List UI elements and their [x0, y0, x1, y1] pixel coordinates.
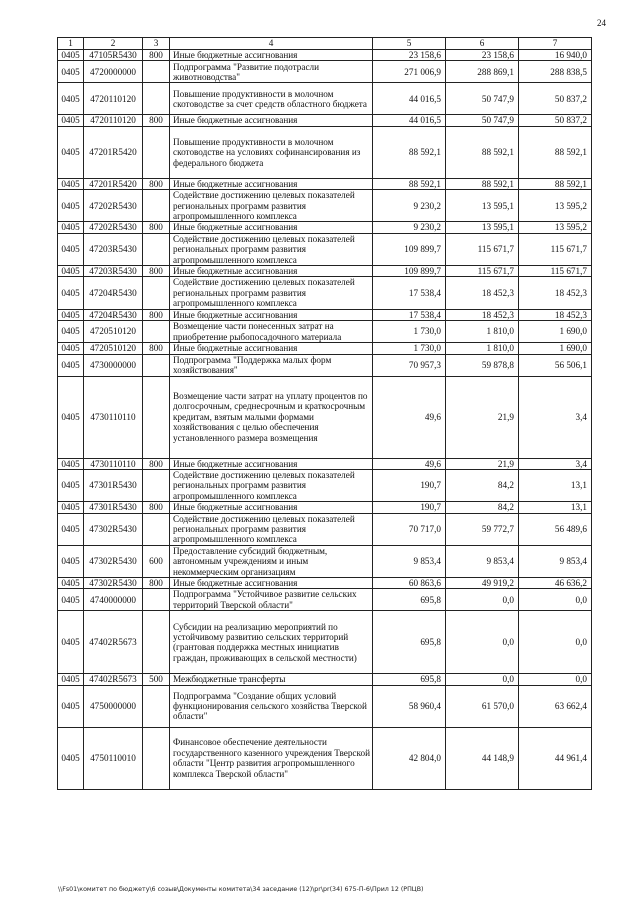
section-code-cell: 0405 [58, 376, 84, 458]
column-header: 2 [84, 38, 143, 50]
item-name-cell: Повышение продуктивности в молочном скотоводстве на условиях софинансирования из федерального бюджета [170, 126, 373, 178]
amount-col5-cell: 109 899,7 [373, 266, 446, 277]
amount-col5-cell: 17 538,4 [373, 309, 446, 320]
amount-col6-cell: 61 570,0 [446, 685, 519, 727]
item-name-cell: Иные бюджетные ассигнования [170, 178, 373, 189]
section-code-cell: 0405 [58, 321, 84, 343]
section-code-cell: 0405 [58, 727, 84, 789]
target-article-cell: 47204R5430 [84, 309, 143, 320]
item-name-cell: Содействие достижению целевых показателей региональных программ развития агропромышленного комплекса [170, 233, 373, 265]
target-article-cell: 47204R5430 [84, 277, 143, 309]
amount-col5-cell: 49,6 [373, 376, 446, 458]
target-article-cell: 47301R5430 [84, 502, 143, 513]
table-row [58, 266, 592, 277]
table-row [58, 354, 592, 376]
section-code-cell: 0405 [58, 61, 84, 83]
amount-col7-cell: 9 853,4 [519, 545, 592, 577]
amount-col7-cell: 16 940,0 [519, 50, 592, 61]
column-header: 1 [58, 38, 84, 50]
amount-col5-cell: 44 016,5 [373, 83, 446, 115]
amount-col6-cell: 288 869,1 [446, 61, 519, 83]
item-name-cell: Иные бюджетные ассигнования [170, 502, 373, 513]
amount-col6-cell: 88 592,1 [446, 178, 519, 189]
item-name-cell: Содействие достижению целевых показателей региональных программ развития агропромышленного комплекса [170, 469, 373, 501]
expense-type-cell: 800 [143, 178, 170, 189]
amount-col6-cell: 1 810,0 [446, 321, 519, 343]
target-article-cell: 47302R5430 [84, 513, 143, 545]
amount-col7-cell: 115 671,7 [519, 233, 592, 265]
amount-col7-cell: 13 595,2 [519, 190, 592, 222]
expense-type-cell: 800 [143, 343, 170, 354]
table-row [58, 178, 592, 189]
section-code-cell: 0405 [58, 277, 84, 309]
table-row [58, 233, 592, 265]
expense-type-cell [143, 126, 170, 178]
amount-col7-cell: 13 595,2 [519, 222, 592, 233]
section-code-cell: 0405 [58, 513, 84, 545]
section-code-cell: 0405 [58, 178, 84, 189]
item-name-cell: Подпрограмма "Создание общих условий функционирования сельского хозяйства Тверской области" [170, 685, 373, 727]
amount-col5-cell: 271 006,9 [373, 61, 446, 83]
section-code-cell: 0405 [58, 674, 84, 685]
amount-col5-cell: 49,6 [373, 458, 446, 469]
section-code-cell: 0405 [58, 233, 84, 265]
expense-type-cell [143, 321, 170, 343]
table-row [58, 321, 592, 343]
table-row [58, 611, 592, 674]
section-code-cell: 0405 [58, 115, 84, 126]
amount-col7-cell: 88 592,1 [519, 178, 592, 189]
section-code-cell: 0405 [58, 222, 84, 233]
target-article-cell: 47302R5430 [84, 545, 143, 577]
item-name-cell: Иные бюджетные ассигнования [170, 343, 373, 354]
amount-col5-cell: 17 538,4 [373, 277, 446, 309]
table-row [58, 277, 592, 309]
amount-col6-cell: 18 452,3 [446, 309, 519, 320]
table-header-row [58, 38, 592, 50]
table-row [58, 309, 592, 320]
section-code-cell: 0405 [58, 545, 84, 577]
expense-type-cell: 800 [143, 458, 170, 469]
amount-col6-cell: 59 878,8 [446, 354, 519, 376]
section-code-cell: 0405 [58, 126, 84, 178]
amount-col6-cell: 18 452,3 [446, 277, 519, 309]
item-name-cell: Повышение продуктивности в молочном скотоводстве за счет средств областного бюджета [170, 83, 373, 115]
amount-col6-cell: 13 595,1 [446, 222, 519, 233]
table-row [58, 577, 592, 588]
expense-type-cell: 800 [143, 50, 170, 61]
amount-col7-cell: 18 452,3 [519, 309, 592, 320]
amount-col7-cell: 1 690,0 [519, 321, 592, 343]
amount-col7-cell: 50 837,2 [519, 83, 592, 115]
table-row [58, 458, 592, 469]
item-name-cell: Иные бюджетные ассигнования [170, 309, 373, 320]
table-row [58, 222, 592, 233]
amount-col7-cell: 1 690,0 [519, 343, 592, 354]
amount-col5-cell: 695,8 [373, 589, 446, 611]
column-header: 5 [373, 38, 446, 50]
item-name-cell: Возмещение части понесенных затрат на приобретение рыбопосадочного материала [170, 321, 373, 343]
amount-col5-cell: 695,8 [373, 674, 446, 685]
amount-col7-cell: 50 837,2 [519, 115, 592, 126]
target-article-cell: 4720510120 [84, 321, 143, 343]
amount-col5-cell: 9 230,2 [373, 222, 446, 233]
amount-col5-cell: 70 957,3 [373, 354, 446, 376]
amount-col5-cell: 190,7 [373, 469, 446, 501]
target-article-cell: 47402R5673 [84, 674, 143, 685]
amount-col7-cell: 0,0 [519, 611, 592, 674]
target-article-cell: 47201R5420 [84, 126, 143, 178]
table-row [58, 126, 592, 178]
section-code-cell: 0405 [58, 83, 84, 115]
item-name-cell: Субсидии на реализацию мероприятий по устойчивому развитию сельских территорий (грантовая поддержка местных инициатив граждан, проживающих в сельской местности) [170, 611, 373, 674]
item-name-cell: Иные бюджетные ассигнования [170, 266, 373, 277]
amount-col7-cell: 13,1 [519, 502, 592, 513]
amount-col6-cell: 115 671,7 [446, 266, 519, 277]
section-code-cell: 0405 [58, 50, 84, 61]
target-article-cell: 47203R5430 [84, 266, 143, 277]
expense-type-cell [143, 277, 170, 309]
amount-col5-cell: 88 592,1 [373, 178, 446, 189]
amount-col7-cell: 44 961,4 [519, 727, 592, 789]
amount-col7-cell: 56 506,1 [519, 354, 592, 376]
table-row [58, 502, 592, 513]
table-row [58, 727, 592, 789]
table-row [58, 50, 592, 61]
item-name-cell: Межбюджетные трансферты [170, 674, 373, 685]
amount-col6-cell: 23 158,6 [446, 50, 519, 61]
column-header: 3 [143, 38, 170, 50]
target-article-cell: 47202R5430 [84, 190, 143, 222]
table-row [58, 190, 592, 222]
table-row [58, 469, 592, 501]
section-code-cell: 0405 [58, 611, 84, 674]
item-name-cell: Подпрограмма "Развитие подотрасли животноводства" [170, 61, 373, 83]
expense-type-cell [143, 589, 170, 611]
expense-type-cell [143, 83, 170, 115]
item-name-cell: Подпрограмма "Устойчивое развитие сельских территорий Тверской области" [170, 589, 373, 611]
target-article-cell: 47202R5430 [84, 222, 143, 233]
expense-type-cell [143, 469, 170, 501]
amount-col6-cell: 0,0 [446, 589, 519, 611]
item-name-cell: Финансовое обеспечение деятельности государственного казенного учреждения Тверской области "Центр развития агропромышленного комплекса Тверской области" [170, 727, 373, 789]
item-name-cell: Содействие достижению целевых показателей региональных программ развития агропромышленного комплекса [170, 190, 373, 222]
amount-col6-cell: 88 592,1 [446, 126, 519, 178]
target-article-cell: 47201R5420 [84, 178, 143, 189]
section-code-cell: 0405 [58, 343, 84, 354]
expense-type-cell: 800 [143, 222, 170, 233]
amount-col6-cell: 9 853,4 [446, 545, 519, 577]
expense-type-cell [143, 513, 170, 545]
amount-col5-cell: 60 863,6 [373, 577, 446, 588]
amount-col7-cell: 88 592,1 [519, 126, 592, 178]
table-row [58, 545, 592, 577]
amount-col5-cell: 1 730,0 [373, 343, 446, 354]
table-row [58, 513, 592, 545]
section-code-cell: 0405 [58, 354, 84, 376]
section-code-cell: 0405 [58, 266, 84, 277]
target-article-cell: 47203R5430 [84, 233, 143, 265]
amount-col7-cell: 63 662,4 [519, 685, 592, 727]
item-name-cell: Предоставление субсидий бюджетным, автономным учреждениям и иным некоммерческим организациям [170, 545, 373, 577]
expense-type-cell: 800 [143, 502, 170, 513]
item-name-cell: Иные бюджетные ассигнования [170, 222, 373, 233]
column-header: 4 [170, 38, 373, 50]
target-article-cell: 4720000000 [84, 61, 143, 83]
table-row [58, 61, 592, 83]
section-code-cell: 0405 [58, 685, 84, 727]
amount-col5-cell: 190,7 [373, 502, 446, 513]
item-name-cell: Иные бюджетные ассигнования [170, 115, 373, 126]
expense-type-cell [143, 190, 170, 222]
amount-col6-cell: 50 747,9 [446, 83, 519, 115]
table-row [58, 115, 592, 126]
table-row [58, 376, 592, 458]
section-code-cell: 0405 [58, 469, 84, 501]
amount-col5-cell: 9 853,4 [373, 545, 446, 577]
target-article-cell: 47402R5673 [84, 611, 143, 674]
target-article-cell: 4740000000 [84, 589, 143, 611]
expense-type-cell [143, 233, 170, 265]
target-article-cell: 47105R5430 [84, 50, 143, 61]
page-number: 24 [597, 18, 606, 28]
expense-type-cell: 800 [143, 309, 170, 320]
amount-col7-cell: 3,4 [519, 376, 592, 458]
item-name-cell: Иные бюджетные ассигнования [170, 50, 373, 61]
target-article-cell: 4720110120 [84, 115, 143, 126]
amount-col5-cell: 88 592,1 [373, 126, 446, 178]
amount-col6-cell: 84,2 [446, 469, 519, 501]
section-code-cell: 0405 [58, 190, 84, 222]
target-article-cell: 4720110120 [84, 83, 143, 115]
table-row [58, 83, 592, 115]
amount-col5-cell: 70 717,0 [373, 513, 446, 545]
amount-col5-cell: 695,8 [373, 611, 446, 674]
item-name-cell: Иные бюджетные ассигнования [170, 458, 373, 469]
column-header: 6 [446, 38, 519, 50]
amount-col5-cell: 109 899,7 [373, 233, 446, 265]
item-name-cell: Иные бюджетные ассигнования [170, 577, 373, 588]
amount-col6-cell: 1 810,0 [446, 343, 519, 354]
expense-type-cell [143, 354, 170, 376]
target-article-cell: 4750000000 [84, 685, 143, 727]
target-article-cell: 4730110110 [84, 458, 143, 469]
amount-col6-cell: 0,0 [446, 611, 519, 674]
amount-col6-cell: 115 671,7 [446, 233, 519, 265]
amount-col5-cell: 9 230,2 [373, 190, 446, 222]
amount-col7-cell: 56 489,6 [519, 513, 592, 545]
expense-type-cell [143, 611, 170, 674]
section-code-cell: 0405 [58, 577, 84, 588]
expense-type-cell: 800 [143, 266, 170, 277]
amount-col6-cell: 59 772,7 [446, 513, 519, 545]
budget-table [57, 37, 592, 790]
amount-col7-cell: 46 636,2 [519, 577, 592, 588]
target-article-cell: 4750110010 [84, 727, 143, 789]
target-article-cell: 4730000000 [84, 354, 143, 376]
section-code-cell: 0405 [58, 309, 84, 320]
amount-col6-cell: 21,9 [446, 458, 519, 469]
expense-type-cell [143, 376, 170, 458]
table-row [58, 685, 592, 727]
item-name-cell: Содействие достижению целевых показателей региональных программ развития агропромышленного комплекса [170, 513, 373, 545]
expense-type-cell [143, 61, 170, 83]
target-article-cell: 47301R5430 [84, 469, 143, 501]
amount-col7-cell: 288 838,5 [519, 61, 592, 83]
section-code-cell: 0405 [58, 458, 84, 469]
amount-col6-cell: 0,0 [446, 674, 519, 685]
amount-col5-cell: 23 158,6 [373, 50, 446, 61]
item-name-cell: Содействие достижению целевых показателей региональных программ развития агропромышленного комплекса [170, 277, 373, 309]
expense-type-cell [143, 727, 170, 789]
amount-col6-cell: 21,9 [446, 376, 519, 458]
amount-col7-cell: 0,0 [519, 674, 592, 685]
amount-col7-cell: 0,0 [519, 589, 592, 611]
amount-col5-cell: 58 960,4 [373, 685, 446, 727]
target-article-cell: 4720510120 [84, 343, 143, 354]
amount-col6-cell: 84,2 [446, 502, 519, 513]
target-article-cell: 47302R5430 [84, 577, 143, 588]
amount-col5-cell: 1 730,0 [373, 321, 446, 343]
amount-col7-cell: 115 671,7 [519, 266, 592, 277]
expense-type-cell: 800 [143, 577, 170, 588]
column-header: 7 [519, 38, 592, 50]
amount-col5-cell: 42 804,0 [373, 727, 446, 789]
section-code-cell: 0405 [58, 589, 84, 611]
amount-col7-cell: 18 452,3 [519, 277, 592, 309]
amount-col6-cell: 13 595,1 [446, 190, 519, 222]
target-article-cell: 4730110110 [84, 376, 143, 458]
table-row [58, 343, 592, 354]
item-name-cell: Подпрограмма "Поддержка малых форм хозяйствования" [170, 354, 373, 376]
expense-type-cell: 800 [143, 115, 170, 126]
expense-type-cell [143, 685, 170, 727]
footer-file-path: \\Fs01\комитет по бюджету\6 созыв\Документы комитета\34 заседание (12)\pr\pr(34) 675-П-6\Прил 12 (РПЦВ) [58, 886, 424, 893]
amount-col7-cell: 3,4 [519, 458, 592, 469]
item-name-cell: Возмещение части затрат на уплату процентов по долгосрочным, среднесрочным и краткосрочным кредитам, взятым малыми формами хозяйствования с целью обеспечения установленного размера возмещения [170, 376, 373, 458]
table-row [58, 674, 592, 685]
table-row [58, 589, 592, 611]
amount-col6-cell: 50 747,9 [446, 115, 519, 126]
amount-col7-cell: 13,1 [519, 469, 592, 501]
expense-type-cell: 600 [143, 545, 170, 577]
expense-type-cell: 500 [143, 674, 170, 685]
amount-col6-cell: 44 148,9 [446, 727, 519, 789]
amount-col6-cell: 49 919,2 [446, 577, 519, 588]
section-code-cell: 0405 [58, 502, 84, 513]
amount-col5-cell: 44 016,5 [373, 115, 446, 126]
